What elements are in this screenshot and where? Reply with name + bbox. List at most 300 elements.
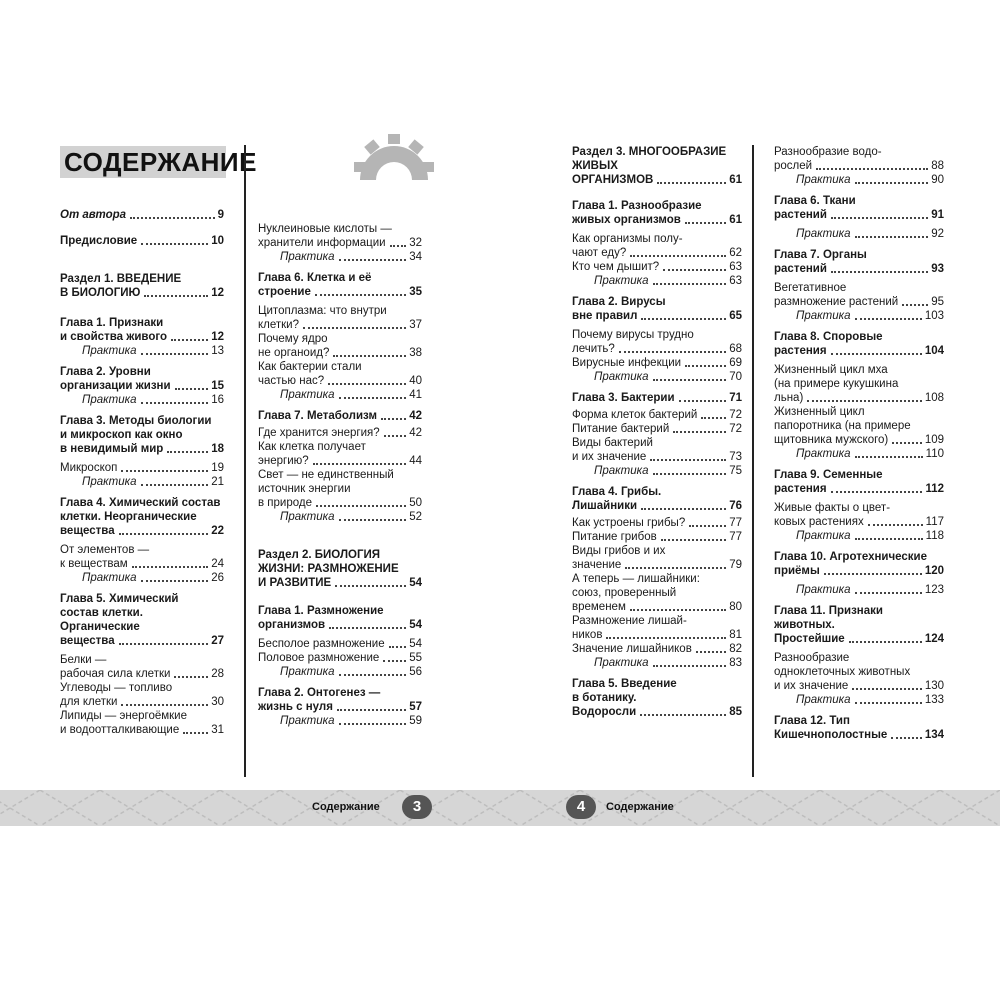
toc-entry [572, 422, 742, 436]
dot-leader [816, 168, 928, 170]
toc-entry [774, 281, 944, 309]
toc-entry-text: и их значение [774, 680, 849, 692]
dot-leader [333, 355, 406, 357]
toc-entry-text: Практика [796, 310, 851, 322]
toc-page-number: 15 [211, 380, 224, 392]
toc-entry-text: растения [774, 345, 827, 357]
toc-page-number: 12 [211, 287, 224, 299]
toc-page-number: 77 [729, 531, 742, 543]
toc-entry-text: Глава 8. Споровые [774, 331, 883, 343]
toc-page-number: 27 [211, 635, 224, 647]
dot-leader [337, 709, 406, 711]
toc-entry-text: Как бактерии стали [258, 361, 362, 373]
toc-practice-entry [774, 309, 944, 323]
toc-page-number: 13 [211, 345, 224, 357]
toc-page-number: 35 [409, 286, 422, 298]
toc-entry-text: От элементов — [60, 544, 150, 556]
page-title: СОДЕРЖАНИЕ [64, 147, 257, 177]
toc-page-number: 18 [211, 443, 224, 455]
toc-practice-entry [774, 227, 944, 241]
toc-page-number: 73 [729, 451, 742, 463]
toc-entry-text: Глава 4. Грибы. [572, 486, 662, 498]
toc-entry-text: Практика [280, 715, 335, 727]
toc-page-number: 80 [729, 601, 742, 613]
toc-page-number: 9 [217, 209, 224, 221]
toc-entry-text: Где хранится энергия? [258, 427, 380, 439]
toc-column-3 [572, 145, 742, 719]
toc-entry-text: И РАЗВИТИЕ [258, 577, 332, 589]
toc-entry [774, 145, 944, 173]
dot-leader [653, 473, 727, 475]
toc-entry [258, 222, 422, 250]
toc-page-number: 120 [924, 565, 944, 577]
dot-leader [849, 641, 922, 643]
toc-entry-text: Почему вирусы трудно [572, 329, 694, 341]
dot-leader [121, 704, 208, 706]
dot-leader [381, 418, 406, 420]
toc-entry-text: для клетки [60, 696, 118, 708]
toc-page-number: 54 [409, 638, 422, 650]
toc-entry-text: Кишечнополостные [774, 729, 888, 741]
dot-leader [855, 456, 923, 458]
toc-entry-text: состав клетки. [60, 607, 143, 619]
toc-page-number: 83 [729, 657, 742, 669]
toc-entry-text: Как организмы полу- [572, 233, 683, 245]
toc-entry-text: Белки — [60, 654, 107, 666]
toc-entry-text: Форма клеток бактерий [572, 409, 698, 421]
toc-entry [774, 405, 944, 447]
toc-entry-text: Практика [594, 465, 649, 477]
toc-entry [258, 440, 422, 468]
toc-page-number: 42 [409, 427, 422, 439]
toc-entry-text: Практика [82, 394, 137, 406]
dot-leader [831, 353, 922, 355]
toc-practice-entry [60, 393, 224, 407]
toc-entry [258, 637, 422, 651]
toc-page-number: 81 [729, 629, 742, 641]
toc-entry-text: и их значение [572, 451, 647, 463]
toc-page-number: 63 [729, 261, 742, 273]
dot-leader [891, 737, 921, 739]
toc-entry-text: Простейшие [774, 633, 845, 645]
toc-entry-text: растений [774, 209, 827, 221]
dot-leader [144, 295, 208, 297]
dot-leader [141, 243, 208, 245]
toc-practice-entry [258, 714, 422, 728]
toc-entry-text: Глава 7. Органы [774, 249, 867, 261]
toc-page-number: 65 [729, 310, 742, 322]
toc-practice-entry [774, 447, 944, 461]
toc-entry-text: приёмы [774, 565, 820, 577]
footer-label-left: Содержание [312, 801, 380, 813]
toc-page-number: 88 [931, 160, 944, 172]
dot-leader [824, 573, 922, 575]
toc-entry-text: Глава 2. Уровни [60, 366, 151, 378]
dot-leader [653, 283, 727, 285]
toc-entry-text: Глава 10. Агротехнические [774, 551, 928, 563]
toc-page-number: 10 [211, 235, 224, 247]
toc-page-number: 90 [931, 174, 944, 186]
dot-leader [606, 637, 726, 639]
dot-leader [303, 327, 406, 329]
dot-leader [653, 665, 727, 667]
toc-entry-text: Глава 3. Методы биологии [60, 415, 212, 427]
toc-entry-text: жизнь с нуля [258, 701, 333, 713]
toc-chapter-entry [572, 391, 742, 405]
toc-entry-text: Практика [796, 448, 851, 460]
toc-page-number: 40 [409, 375, 422, 387]
dot-leader [868, 524, 923, 526]
toc-page-number: 76 [729, 500, 742, 512]
toc-entry-text: рослей [774, 160, 813, 172]
toc-entry-text: Нуклеиновые кислоты — [258, 223, 392, 235]
toc-entry-text: Практика [594, 371, 649, 383]
toc-entry-text: ковых растениях [774, 516, 864, 528]
toc-entry [258, 468, 422, 510]
toc-entry-text: вещества [60, 525, 115, 537]
toc-entry-text: Цитоплазма: что внутри [258, 305, 387, 317]
toc-entry-text: Глава 1. Признаки [60, 317, 164, 329]
toc-entry-text: Практика [796, 584, 851, 596]
dot-leader [855, 236, 929, 238]
toc-entry-text: (на примере кукушкина [774, 378, 899, 390]
dot-leader [119, 643, 209, 645]
dot-leader [831, 271, 928, 273]
toc-entry [572, 642, 742, 656]
toc-chapter-entry [60, 365, 224, 393]
page-number-left: 3 [402, 795, 432, 819]
toc-entry-text: Раздел 3. МНОГООБРАЗИЕ [572, 146, 727, 158]
toc-entry-text: Разнообразие [774, 652, 850, 664]
toc-page-number: 24 [211, 558, 224, 570]
toc-entry [572, 328, 742, 356]
toc-page-number: 55 [409, 652, 422, 664]
toc-chapter-entry [774, 468, 944, 496]
toc-entry [258, 651, 422, 665]
toc-page-number: 61 [729, 214, 742, 226]
toc-entry [258, 332, 422, 360]
toc-chapter-entry [60, 208, 224, 222]
toc-chapter-entry [258, 271, 422, 299]
toc-entry-text: Глава 1. Размножение [258, 605, 384, 617]
dot-leader [130, 217, 215, 219]
dot-leader [689, 525, 726, 527]
toc-entry-text: Как устроены грибы? [572, 517, 686, 529]
toc-entry-text: и свойства живого [60, 331, 168, 343]
toc-entry-text: организмов [258, 619, 326, 631]
toc-entry-text: Жизненный цикл мха [774, 364, 888, 376]
toc-entry-text: Виды грибов и их [572, 545, 666, 557]
dot-leader [807, 400, 922, 402]
toc-entry [572, 544, 742, 572]
toc-page-number: 31 [211, 724, 224, 736]
dot-leader [339, 397, 407, 399]
toc-entry-text: энергию? [258, 455, 309, 467]
toc-entry-text: Практика [796, 174, 851, 186]
toc-entry-text: растения [774, 483, 827, 495]
toc-chapter-entry [774, 194, 944, 222]
dot-leader [892, 442, 922, 444]
toc-entry-text: строение [258, 286, 311, 298]
toc-entry-text: вне правил [572, 310, 638, 322]
toc-entry-text: Водоросли [572, 706, 637, 718]
toc-page-number: 42 [409, 410, 422, 422]
toc-page-number: 26 [211, 572, 224, 584]
toc-page-number: 34 [409, 251, 422, 263]
toc-page-number: 104 [924, 345, 944, 357]
toc-entry [60, 461, 224, 475]
toc-page-number: 63 [729, 275, 742, 287]
toc-entry-text: Бесполое размножение [258, 638, 385, 650]
toc-entry-text: лечить? [572, 343, 615, 355]
toc-entry-text: Предисловие [60, 235, 138, 247]
gear-icon [352, 132, 436, 180]
dot-leader [657, 182, 726, 184]
toc-chapter-entry [774, 330, 944, 358]
toc-page-number: 22 [211, 525, 224, 537]
toc-practice-entry [60, 571, 224, 585]
toc-entry-text: хранители информации [258, 237, 386, 249]
dot-leader [328, 383, 406, 385]
dot-leader [630, 609, 726, 611]
toc-practice-entry [258, 250, 422, 264]
dot-leader [701, 417, 726, 419]
toc-entry-text: временем [572, 601, 626, 613]
toc-practice-entry [258, 665, 422, 679]
toc-chapter-entry [572, 295, 742, 323]
toc-entry [60, 653, 224, 681]
toc-entry-text: Раздел 2. БИОЛОГИЯ [258, 549, 381, 561]
toc-practice-entry [60, 475, 224, 489]
toc-entry-text: Практика [280, 251, 335, 263]
dot-leader [679, 400, 727, 402]
toc-entry-text: Практика [82, 572, 137, 584]
toc-entry-text: размножение растений [774, 296, 899, 308]
toc-page-number: 103 [924, 310, 944, 322]
toc-entry-text: Половое размножение [258, 652, 380, 664]
toc-page-number: 130 [924, 680, 944, 692]
dot-leader [619, 351, 726, 353]
toc-page-number: 54 [409, 577, 422, 589]
toc-chapter-entry [774, 714, 944, 742]
toc-page-number: 92 [931, 228, 944, 240]
toc-entry-text: клетки? [258, 319, 300, 331]
toc-page-number: 59 [409, 715, 422, 727]
toc-page-number: 110 [925, 448, 944, 460]
toc-entry-text: Питание грибов [572, 531, 657, 543]
toc-practice-entry [774, 693, 944, 707]
toc-page-number: 21 [211, 476, 224, 488]
toc-entry [774, 363, 944, 405]
toc-page-number: 95 [931, 296, 944, 308]
toc-entry [572, 614, 742, 642]
toc-entry-text: Практика [280, 511, 335, 523]
toc-page-number: 134 [924, 729, 944, 741]
column-divider-right [752, 145, 754, 777]
toc-entry-text: Вегетативное [774, 282, 847, 294]
dot-leader [141, 580, 209, 582]
toc-entry-text: Глава 5. Введение [572, 678, 677, 690]
toc-page-number: 32 [409, 237, 422, 249]
column-divider-left [244, 145, 246, 777]
toc-entry-text: Разнообразие водо- [774, 146, 882, 158]
toc-entry-text: Свет — не единственный [258, 469, 394, 481]
dot-leader [119, 533, 209, 535]
dot-leader [653, 379, 727, 381]
dot-leader [831, 217, 928, 219]
toc-entry-text: А теперь — лишайники: [572, 573, 700, 585]
toc-entry-text: Размножение лишай- [572, 615, 687, 627]
dot-leader [663, 269, 726, 271]
toc-entry-text: Глава 6. Ткани [774, 195, 856, 207]
dot-leader [183, 732, 208, 734]
toc-entry-text: значение [572, 559, 622, 571]
toc-entry-text: Глава 3. Бактерии [572, 392, 675, 404]
toc-entry [572, 436, 742, 464]
toc-page-number: 16 [211, 394, 224, 406]
toc-page-number: 38 [409, 347, 422, 359]
dot-leader [673, 431, 726, 433]
toc-chapter-entry [774, 604, 944, 646]
toc-page-number: 133 [924, 694, 944, 706]
dot-leader [641, 318, 726, 320]
toc-page-number: 72 [729, 423, 742, 435]
dot-leader [855, 538, 923, 540]
toc-page-number: 50 [409, 497, 422, 509]
toc-chapter-entry [60, 272, 224, 300]
toc-chapter-entry [258, 604, 422, 632]
toc-entry-text: и водоотталкивающие [60, 724, 180, 736]
toc-entry-text: От автора [60, 209, 127, 221]
toc-chapter-entry [774, 248, 944, 276]
toc-page-number: 44 [409, 455, 422, 467]
toc-entry-text: не органоид? [258, 347, 330, 359]
dot-leader [685, 222, 726, 224]
toc-entry-text: Как клетка получает [258, 441, 366, 453]
toc-entry-text: Глава 1. Разнообразие [572, 200, 702, 212]
toc-entry-text: папоротника (на примере [774, 420, 911, 432]
dot-leader [390, 245, 407, 247]
page-number-right: 4 [566, 795, 596, 819]
toc-entry-text: Практика [594, 275, 649, 287]
toc-page-number: 41 [409, 389, 422, 401]
dot-leader [313, 463, 407, 465]
dot-leader [902, 304, 928, 306]
dot-leader [625, 567, 726, 569]
toc-page-number: 28 [211, 668, 224, 680]
dot-leader [640, 714, 726, 716]
toc-entry-text: чают еду? [572, 247, 627, 259]
toc-chapter-entry [572, 677, 742, 719]
toc-entry [258, 360, 422, 388]
footer-label-right: Содержание [606, 801, 674, 813]
toc-entry-text: Глава 12. Тип [774, 715, 850, 727]
toc-page-number: 118 [925, 530, 944, 542]
toc-chapter-entry [60, 414, 224, 456]
toc-chapter-entry [258, 548, 422, 590]
toc-chapter-entry [258, 409, 422, 423]
dot-leader [316, 505, 406, 507]
toc-entry-text: Практика [280, 389, 335, 401]
toc-entry-text: ОРГАНИЗМОВ [572, 174, 654, 186]
toc-entry [774, 501, 944, 529]
toc-page-number: 77 [729, 517, 742, 529]
dot-leader [339, 259, 407, 261]
toc-entry-text: Глава 9. Семенные [774, 469, 883, 481]
toc-entry [60, 543, 224, 571]
toc-practice-entry [258, 388, 422, 402]
toc-practice-entry [572, 370, 742, 384]
toc-entry-text: живых организмов [572, 214, 681, 226]
dot-leader [661, 539, 727, 541]
toc-entry [572, 260, 742, 274]
toc-entry-text: частью нас? [258, 375, 325, 387]
toc-entry-text: источник энергии [258, 483, 351, 495]
toc-page-number: 68 [729, 343, 742, 355]
toc-chapter-entry [572, 485, 742, 513]
dot-leader [339, 674, 407, 676]
dot-leader [174, 676, 208, 678]
dot-leader [132, 566, 209, 568]
toc-entry-text: Глава 2. Вирусы [572, 296, 666, 308]
toc-entry-text: щитовника мужского) [774, 434, 889, 446]
toc-chapter-entry [572, 145, 742, 187]
toc-entry-text: Вирусные инфекции [572, 357, 682, 369]
toc-entry-text: Кто чем дышит? [572, 261, 660, 273]
toc-page-number: 93 [931, 263, 944, 275]
toc-page-number: 61 [729, 174, 742, 186]
toc-chapter-entry [774, 550, 944, 578]
toc-practice-entry [572, 464, 742, 478]
toc-entry [258, 304, 422, 332]
toc-entry-text: и микроскоп как окно [60, 429, 183, 441]
toc-entry-text: Раздел 1. ВВЕДЕНИЕ [60, 273, 182, 285]
toc-page-number: 30 [211, 696, 224, 708]
toc-page-number: 52 [409, 511, 422, 523]
toc-entry-text: Глава 5. Химический [60, 593, 179, 605]
toc-entry-text: Живые факты о цвет- [774, 502, 891, 514]
toc-entry [572, 572, 742, 614]
toc-entry-text: ЖИВЫХ [572, 160, 618, 172]
dot-leader [315, 294, 406, 296]
dot-leader [141, 402, 209, 404]
toc-page-number: 69 [729, 357, 742, 369]
toc-chapter-entry [572, 199, 742, 227]
toc-page-number: 37 [409, 319, 422, 331]
dot-leader [855, 702, 922, 704]
toc-page-number: 54 [409, 619, 422, 631]
dot-leader [384, 435, 407, 437]
toc-column-4 [774, 145, 944, 742]
toc-entry-text: Глава 4. Химический состав [60, 497, 221, 509]
toc-entry [60, 709, 224, 737]
toc-chapter-entry [60, 316, 224, 344]
toc-page-number: 79 [729, 559, 742, 571]
toc-page-number: 123 [924, 584, 944, 596]
toc-entry [572, 356, 742, 370]
toc-entry [258, 426, 422, 440]
toc-page-number: 108 [924, 392, 944, 404]
toc-page-number: 71 [729, 392, 742, 404]
toc-entry-text: Практика [796, 228, 851, 240]
toc-column-1 [60, 208, 224, 737]
toc-entry-text: Микроскоп [60, 462, 118, 474]
dot-leader [121, 470, 208, 472]
dot-leader [389, 646, 407, 648]
toc-entry-text: растений [774, 263, 827, 275]
dot-leader [855, 318, 922, 320]
dot-leader [335, 585, 406, 587]
